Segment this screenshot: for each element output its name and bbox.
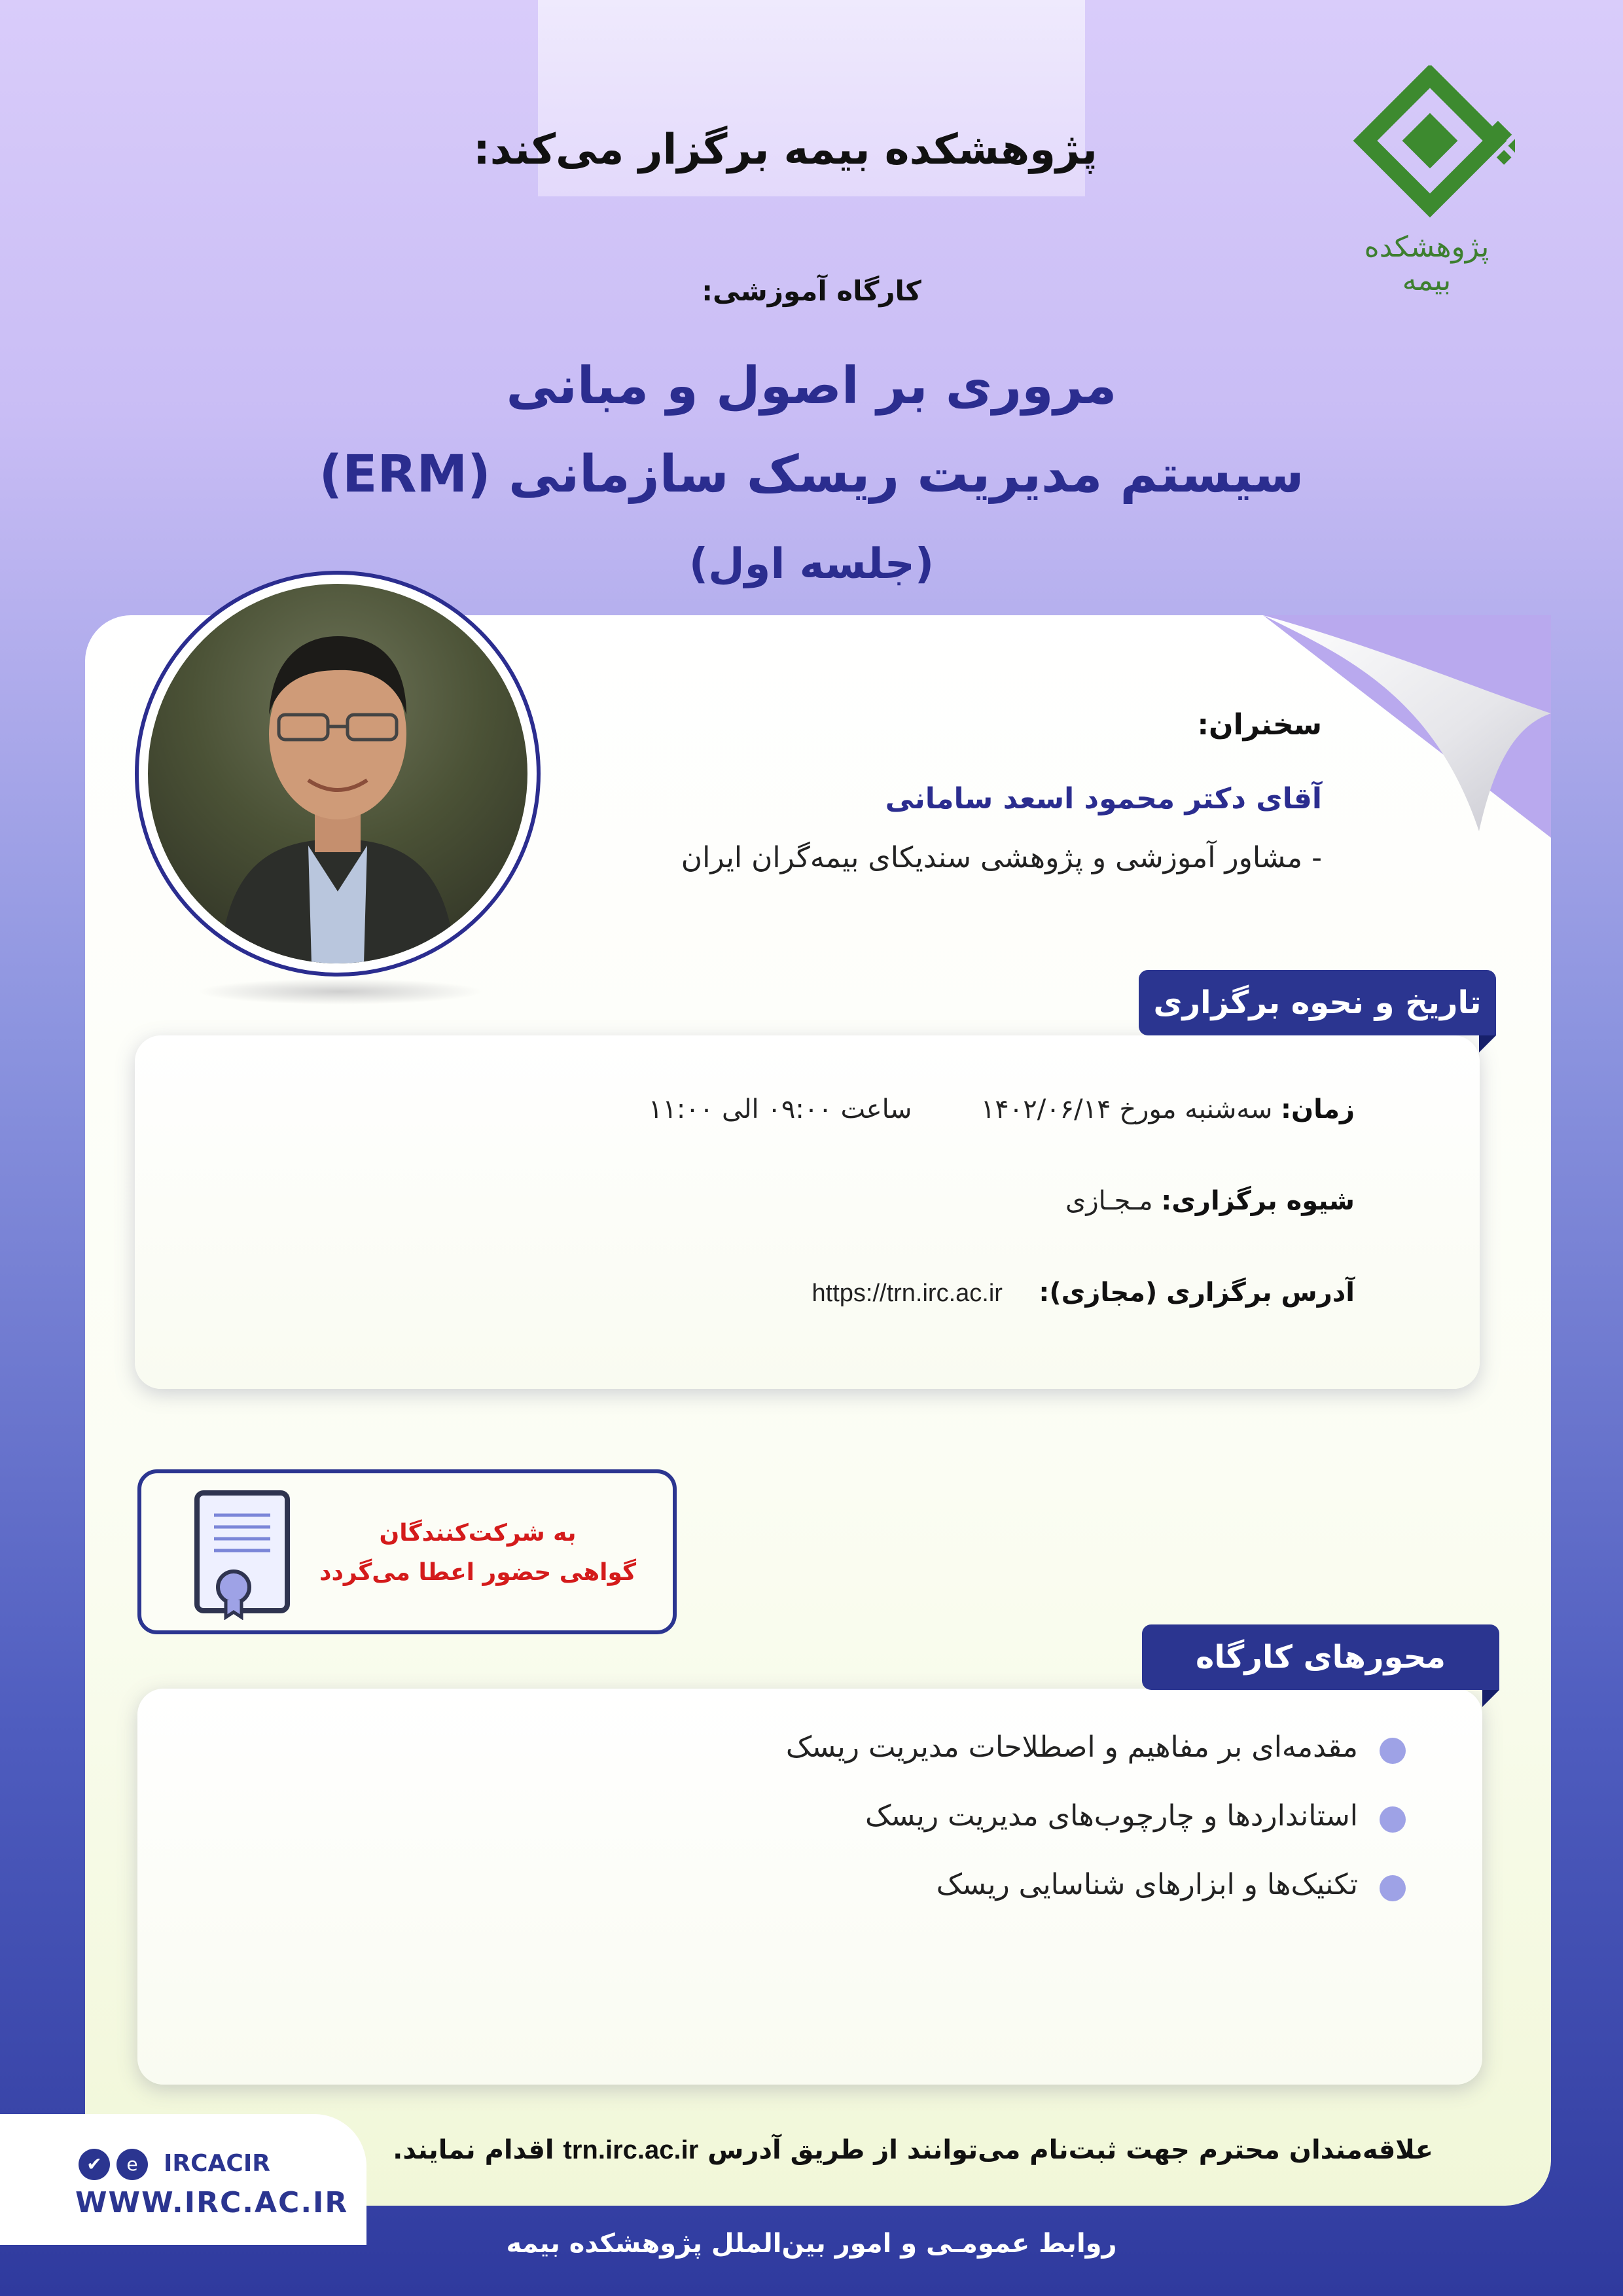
registration-after: اقدام نمایند. xyxy=(393,2135,554,2165)
eitaa-icon[interactable]: e xyxy=(116,2149,148,2180)
topic-item: تکنیک‌ها و ابزارهای شناسایی ریسک xyxy=(936,1868,1358,1901)
schedule-tab-fold xyxy=(1479,1035,1496,1052)
method-label: شیوه برگزاری: xyxy=(1161,1186,1355,1216)
topic-bullet xyxy=(1380,1806,1406,1833)
topic-item: مقدمه‌ای بر مفاهیم و اصطلاحات مدیریت ریسک xyxy=(785,1731,1358,1764)
social-handle[interactable]: IRCACIR xyxy=(164,2150,270,2177)
registration-note xyxy=(393,2135,1433,2165)
workshop-label: کارگاه آموزشی: xyxy=(702,275,921,307)
telegram-icon[interactable]: ✔ xyxy=(79,2149,110,2180)
website-link[interactable]: WWW.IRC.AC.IR xyxy=(75,2186,349,2219)
address-label: آدرس برگزاری (مجازی): xyxy=(1039,1278,1355,1308)
workshop-title-line1: مروری بر اصول و مبانی xyxy=(506,357,1117,416)
time-hours: ساعت ۰۹:۰۰ الی ۱۱:۰۰ xyxy=(648,1094,912,1124)
certificate-line2: گواهی حضور اعطا می‌گردد xyxy=(319,1559,637,1586)
time-date: سه‌شنبه مورخ ۱۴۰۲/۰۶/۱۴ xyxy=(980,1094,1273,1124)
registration-url[interactable]: trn.irc.ac.ir xyxy=(563,2136,699,2164)
workshop-title-line2: سیستم مدیریت ریسک سازمانی (ERM) xyxy=(319,445,1304,504)
organizer-heading: پژوهشکده بیمه برگزار می‌کند: xyxy=(473,126,1097,174)
address-row xyxy=(242,1278,1355,1308)
logo-caption: پژوهشکده بیمه xyxy=(1364,230,1489,297)
certificate-icon xyxy=(193,1489,291,1620)
topics-tab-fold xyxy=(1482,1690,1499,1707)
schedule-tab: تاریخ و نحوه برگزاری xyxy=(1139,970,1496,1035)
speaker-heading: سخنران: xyxy=(1197,708,1322,742)
footer-credit: روابط عمومـی و امور بین‌الملل پژوهشکده بیمه xyxy=(506,2229,1117,2259)
certificate-line1: به شرکت‌کنندگان xyxy=(379,1520,577,1547)
time-label: زمان: xyxy=(1281,1094,1355,1124)
speaker-name: آقای دکتر محمود اسعد سامانی xyxy=(885,782,1322,816)
address-link[interactable]: https://trn.irc.ac.ir xyxy=(812,1280,1003,1307)
topic-bullet xyxy=(1380,1738,1406,1764)
photo-shadow xyxy=(196,978,484,1005)
topic-item: استانداردها و چارچوب‌های مدیریت ریسک xyxy=(865,1799,1358,1833)
workshop-session: (جلسه اول) xyxy=(688,540,935,588)
social-panel xyxy=(0,2114,366,2245)
speaker-photo xyxy=(148,584,527,963)
registration-before: علاقه‌مندان محترم جهت ثبت‌نام می‌توانند از طریق آدرس xyxy=(707,2135,1433,2165)
method-value: مـجـازی xyxy=(1065,1186,1153,1216)
speaker-role: - مشاور آموزشی و پژوهشی سندیکای بیمه‌گران ایران xyxy=(681,841,1322,874)
method-row xyxy=(242,1186,1355,1216)
topic-bullet xyxy=(1380,1875,1406,1901)
time-row xyxy=(242,1094,1355,1124)
speaker-portrait-icon xyxy=(148,584,527,963)
topics-tab: محورهای کارگاه xyxy=(1142,1624,1499,1690)
